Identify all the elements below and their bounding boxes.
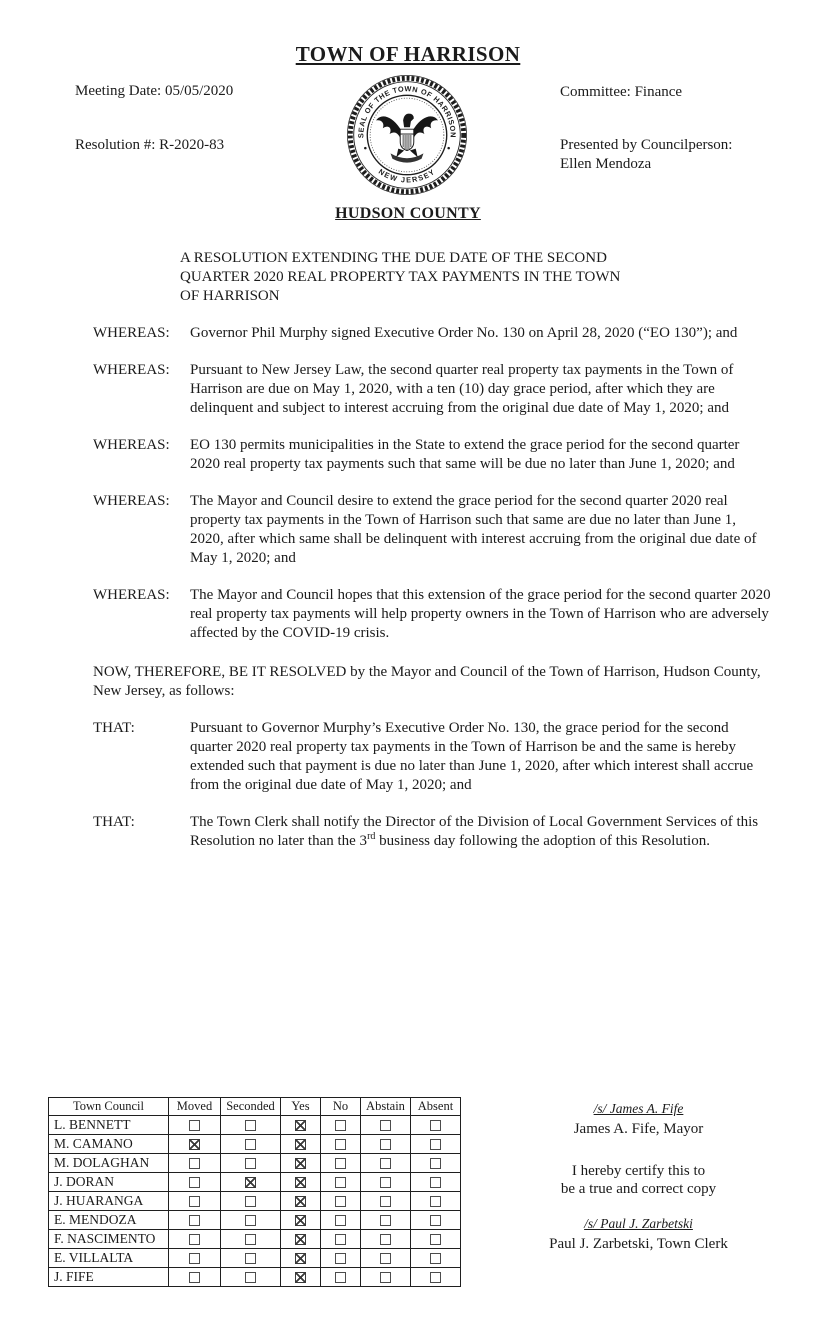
checkbox-unchecked-icon	[335, 1139, 346, 1150]
that-label: THAT:	[93, 720, 135, 736]
checkbox-unchecked-icon	[245, 1234, 256, 1245]
document-body	[93, 249, 770, 851]
vote-column-header: Moved	[169, 1098, 221, 1116]
checkbox-unchecked-icon	[245, 1272, 256, 1283]
checkbox-unchecked-icon	[430, 1177, 441, 1188]
checkbox-unchecked-icon	[430, 1253, 441, 1264]
checkbox-unchecked-icon	[380, 1215, 391, 1226]
vote-row	[49, 1230, 461, 1249]
council-member-name: M. DOLAGHAN	[49, 1154, 169, 1173]
checkbox-checked-icon	[295, 1158, 306, 1169]
checkbox-unchecked-icon	[430, 1215, 441, 1226]
that-clause	[93, 813, 770, 851]
signature-block	[461, 1097, 816, 1287]
checkbox-unchecked-icon	[430, 1158, 441, 1169]
checkbox-unchecked-icon	[189, 1158, 200, 1169]
checkbox-checked-icon	[295, 1120, 306, 1131]
certify-line: be a true and correct copy	[560, 1181, 717, 1197]
council-member-name: E. MENDOZA	[49, 1211, 169, 1230]
checkbox-unchecked-icon	[335, 1120, 346, 1131]
checkbox-unchecked-icon	[380, 1120, 391, 1131]
vote-column-header: Seconded	[221, 1098, 281, 1116]
checkbox-unchecked-icon	[380, 1196, 391, 1207]
checkbox-unchecked-icon	[189, 1177, 200, 1188]
checkbox-unchecked-icon	[335, 1253, 346, 1264]
resolved-intro: NOW, THEREFORE, BE IT RESOLVED by the Mayor and Council of the Town of Harrison, Hudson County, New Jersey, as follows:	[93, 664, 761, 699]
bottom-section	[48, 1097, 816, 1287]
whereas-clause	[93, 586, 770, 643]
resolution-number: Resolution #: R-2020-83	[75, 137, 225, 153]
header-right-column	[500, 72, 770, 198]
checkbox-unchecked-icon	[189, 1272, 200, 1283]
checkbox-unchecked-icon	[380, 1234, 391, 1245]
certification-statement	[461, 1162, 816, 1198]
vote-column-header: No	[321, 1098, 361, 1116]
checkbox-unchecked-icon	[335, 1196, 346, 1207]
whereas-label: WHEREAS:	[93, 437, 170, 453]
checkbox-checked-icon	[245, 1177, 256, 1188]
meeting-date: Meeting Date: 05/05/2020	[75, 83, 234, 99]
checkbox-unchecked-icon	[430, 1234, 441, 1245]
whereas-label: WHEREAS:	[93, 587, 170, 603]
town-seal-icon	[344, 72, 470, 198]
document-title: TOWN OF HARRISON	[295, 42, 521, 66]
checkbox-unchecked-icon	[380, 1177, 391, 1188]
checkbox-unchecked-icon	[335, 1158, 346, 1169]
resolution-title-line: QUARTER 2020 REAL PROPERTY TAX PAYMENTS IN THE TOWN	[180, 269, 621, 285]
checkbox-checked-icon	[295, 1253, 306, 1264]
presented-by-label: Presented by Councilperson:	[560, 137, 733, 153]
mayor-name: James A. Fife, Mayor	[573, 1121, 704, 1137]
whereas-clause	[93, 492, 770, 568]
checkbox-unchecked-icon	[245, 1215, 256, 1226]
that-clause	[93, 719, 770, 795]
council-member-name: L. BENNETT	[49, 1116, 169, 1135]
vote-row	[49, 1249, 461, 1268]
checkbox-unchecked-icon	[245, 1158, 256, 1169]
svg-text:NEW JERSEY	[377, 167, 437, 185]
council-member-name: M. CAMANO	[49, 1135, 169, 1154]
checkbox-unchecked-icon	[430, 1196, 441, 1207]
checkbox-checked-icon	[295, 1196, 306, 1207]
council-member-name: F. NASCIMENTO	[49, 1230, 169, 1249]
checkbox-checked-icon	[295, 1177, 306, 1188]
whereas-text: Governor Phil Murphy signed Executive Order No. 130 on April 28, 2020 (“EO 130”); and	[190, 325, 738, 341]
checkbox-unchecked-icon	[335, 1234, 346, 1245]
vote-row	[49, 1116, 461, 1135]
checkbox-unchecked-icon	[380, 1139, 391, 1150]
committee: Committee: Finance	[560, 84, 683, 100]
that-text: Pursuant to Governor Murphy’s Executive Order No. 130, the grace period for the second quarter 2020 real property tax payments in the Town of Harrison be and the same is hereby extended such that payment is due no later than June 1, 2020, after which interest shall accrue from the original due date of May 1, 2020; and	[190, 720, 754, 793]
vote-column-header: Abstain	[361, 1098, 411, 1116]
presented-by	[560, 136, 770, 174]
vote-table-header-row	[49, 1098, 461, 1116]
seal-top-text: SEAL OF THE TOWN OF HARRISON	[356, 84, 458, 139]
that-text	[190, 813, 772, 851]
whereas-label: WHEREAS:	[93, 362, 170, 378]
checkbox-unchecked-icon	[245, 1139, 256, 1150]
checkbox-checked-icon	[295, 1234, 306, 1245]
checkbox-unchecked-icon	[335, 1215, 346, 1226]
resolution-title-line: OF HARRISON	[180, 288, 280, 304]
council-member-name: J. HUARANGA	[49, 1192, 169, 1211]
checkbox-unchecked-icon	[335, 1272, 346, 1283]
council-member-name: J. FIFE	[49, 1268, 169, 1287]
checkbox-checked-icon	[189, 1139, 200, 1150]
whereas-clause	[93, 361, 770, 418]
checkbox-unchecked-icon	[430, 1272, 441, 1283]
checkbox-unchecked-icon	[430, 1120, 441, 1131]
checkbox-unchecked-icon	[189, 1253, 200, 1264]
document-header	[46, 72, 770, 198]
vote-table	[48, 1097, 461, 1287]
checkbox-unchecked-icon	[380, 1253, 391, 1264]
council-member-name: E. VILLALTA	[49, 1249, 169, 1268]
vote-table-body	[49, 1116, 461, 1287]
checkbox-checked-icon	[295, 1272, 306, 1283]
checkbox-unchecked-icon	[335, 1177, 346, 1188]
clerk-name: Paul J. Zarbetski, Town Clerk	[549, 1236, 728, 1252]
checkbox-unchecked-icon	[189, 1215, 200, 1226]
vote-column-header: Absent	[411, 1098, 461, 1116]
vote-row	[49, 1173, 461, 1192]
vote-column-header: Yes	[281, 1098, 321, 1116]
checkbox-unchecked-icon	[245, 1120, 256, 1131]
checkbox-unchecked-icon	[380, 1272, 391, 1283]
certify-line: I hereby certify this to	[571, 1163, 706, 1179]
resolution-title-line: A RESOLUTION EXTENDING THE DUE DATE OF THE SECOND	[180, 250, 607, 266]
vote-row	[49, 1135, 461, 1154]
checkbox-unchecked-icon	[189, 1234, 200, 1245]
vote-row	[49, 1154, 461, 1173]
vote-row	[49, 1211, 461, 1230]
checkbox-checked-icon	[295, 1215, 306, 1226]
vote-row	[49, 1192, 461, 1211]
mayor-signature: /s/ James A. Fife	[593, 1101, 684, 1116]
clerk-signature: /s/ Paul J. Zarbetski	[584, 1216, 693, 1231]
that-label: THAT:	[93, 814, 135, 830]
checkbox-unchecked-icon	[189, 1196, 200, 1207]
ordinal-superscript: rd	[367, 831, 376, 842]
whereas-text: The Mayor and Council hopes that this extension of the grace period for the second quarter 2020 real property tax payments will help property owners in the Town of Harrison who are adversely affected by the COVID-19 crisis.	[190, 587, 771, 641]
checkbox-unchecked-icon	[189, 1120, 200, 1131]
that-text-pre: The Town Clerk shall notify the Director of the Division of Local Government Services of this Resolution no later than the 3	[190, 814, 759, 849]
that-text-post: business day following the adoption of this Resolution.	[375, 833, 710, 849]
whereas-text: The Mayor and Council desire to extend the grace period for the second quarter 2020 real property tax payments in the Town of Harrison such that same are due no later than June 1, 2020, after which same shall be delinquent with interest accruing from the original due date of May 1, 2020; and	[190, 493, 757, 566]
whereas-clause	[93, 436, 770, 474]
whereas-text: EO 130 permits municipalities in the State to extend the grace period for the second quarter 2020 real property tax payments such that same will be due no later than June 1, 2020; and	[190, 437, 740, 472]
town-seal	[314, 72, 500, 198]
vote-column-header: Town Council	[49, 1098, 169, 1116]
whereas-label: WHEREAS:	[93, 493, 170, 509]
seal-bottom-text: NEW JERSEY	[376, 166, 438, 185]
whereas-clause	[93, 324, 770, 343]
resolution-title	[180, 249, 685, 306]
header-left-column	[46, 72, 314, 198]
whereas-label: WHEREAS:	[93, 325, 170, 341]
checkbox-unchecked-icon	[245, 1196, 256, 1207]
vote-row	[49, 1268, 461, 1287]
whereas-text: Pursuant to New Jersey Law, the second quarter real property tax payments in the Town of Harrison are due on May 1, 2020, with a ten (10) day grace period, after which they are delinquent and subject to interest accruing from the original due date of May 1, 2020; and	[190, 362, 734, 416]
checkbox-unchecked-icon	[245, 1253, 256, 1264]
county-heading: HUDSON COUNTY	[335, 205, 481, 222]
council-member-name: J. DORAN	[49, 1173, 169, 1192]
checkbox-checked-icon	[295, 1139, 306, 1150]
checkbox-unchecked-icon	[430, 1139, 441, 1150]
presented-by-name: Ellen Mendoza	[560, 156, 652, 172]
checkbox-unchecked-icon	[380, 1158, 391, 1169]
